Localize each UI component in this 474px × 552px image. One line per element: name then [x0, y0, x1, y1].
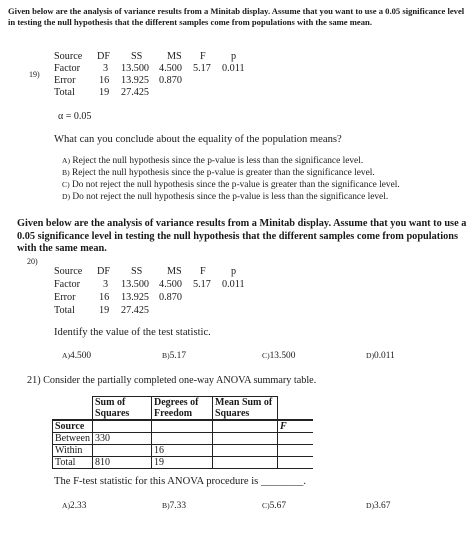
q19-row-error-ss: 13.925 [121, 75, 150, 86]
q19-header-p: p [231, 51, 237, 62]
q19-number: 19) [29, 70, 40, 79]
q21-row-within-df: 16 [152, 445, 213, 457]
q21-option-a-letter: A) [62, 501, 71, 510]
q19-row-error-source: Error [54, 75, 76, 86]
q20-header-p: p [231, 266, 237, 277]
q20-option-a-text: 4.500 [70, 351, 92, 361]
q19-header-f: F [200, 51, 206, 62]
table-row [53, 457, 313, 469]
q19-header-ss: SS [131, 51, 143, 62]
q19-row-error-ms: 0.870 [159, 75, 182, 86]
q21-row-total-ms [213, 457, 278, 469]
q19-intro: Given below are the analysis of variance results from a Minitab display. Assume that you want to use a 0.05 significance level in testing the null hypothesis that the different samples come from populations with the same mean. [8, 6, 465, 27]
q19-alpha: α = 0.05 [58, 111, 92, 122]
q21-option-d-letter: D) [366, 501, 375, 510]
q21-option-c[interactable] [262, 500, 286, 513]
q20-option-d-letter: D) [366, 351, 375, 360]
q19-row-factor-f: 5.17 [193, 63, 211, 74]
q21-number: 21) [27, 375, 41, 386]
table-row [53, 433, 313, 445]
q19-header-ms: MS [167, 51, 182, 62]
q20-header-ss: SS [131, 266, 143, 277]
q21-option-d[interactable] [366, 500, 390, 513]
q21-option-b-text: 7.33 [169, 501, 186, 511]
q20-option-a[interactable] [62, 350, 91, 363]
q20-option-c-text: 13.500 [269, 351, 296, 361]
q21-corner-cell [53, 397, 93, 420]
q20-row-total-ss: 27.425 [121, 305, 150, 316]
q21-header-f-spacer [278, 397, 313, 420]
q19-option-b-letter: B) [62, 168, 70, 177]
q19-row-total-ss: 27.425 [121, 87, 150, 98]
q21-anova-summary-table [52, 396, 313, 469]
q21-row-total-df: 19 [152, 457, 213, 469]
q19-row-total-source: Total [54, 87, 75, 98]
q19-row-total-df: 19 [99, 87, 110, 98]
q21-row-within-f [278, 445, 313, 457]
q19-option-a-text: Reject the null hypothesis since the p-value is less than the significance level. [72, 156, 364, 166]
q19-option-a[interactable] [62, 155, 363, 168]
q20-row-factor-f: 5.17 [193, 279, 211, 290]
q20-option-b[interactable] [162, 350, 186, 363]
q21-row-between-f [278, 433, 313, 445]
q19-row-factor-source: Factor [54, 63, 81, 74]
q20-header-source: Source [54, 266, 83, 277]
q21-header-ms: Mean Sum of Squares [213, 397, 278, 420]
q21-header-f: F [278, 421, 313, 433]
table-row [53, 421, 313, 433]
q19-row-factor-df: 3 [103, 63, 109, 74]
q21-header-source: Source [53, 421, 93, 433]
q21-question-line [27, 375, 316, 386]
q19-option-c-text: Do not reject the null hypothesis since the p-value is greater than the significance level. [71, 180, 400, 190]
q20-number: 20) [27, 257, 38, 266]
q21-question: Consider the partially completed one-way ANOVA summary table. [43, 375, 317, 386]
q21-statement: The F-test statistic for this ANOVA procedure is ________. [54, 476, 306, 487]
q20-row-error-ms: 0.870 [159, 292, 182, 303]
q21-option-b-letter: B) [162, 501, 170, 510]
q19-option-c[interactable] [62, 179, 400, 192]
table-row [53, 397, 313, 420]
q21-row-within-source: Within [53, 445, 93, 457]
q19-header-source: Source [54, 51, 83, 62]
q21-row-within-ms [213, 445, 278, 457]
q19-option-b-text: Reject the null hypothesis since the p-value is greater than the significance level. [71, 168, 375, 178]
q20-row-error-df: 16 [99, 292, 110, 303]
q20-row-factor-ss: 13.500 [121, 279, 150, 290]
q19-option-c-letter: C) [62, 180, 70, 189]
q20-row-factor-ms: 4.500 [159, 279, 182, 290]
q21-row-total-source: Total [53, 457, 93, 469]
q20-header-ms: MS [167, 266, 182, 277]
q19-row-factor-ss: 13.500 [121, 63, 150, 74]
q21-row-between-df [152, 433, 213, 445]
q19-row-error-df: 16 [99, 75, 110, 86]
q20-option-d-text: 0.011 [374, 351, 395, 361]
q21-option-c-text: 5.67 [269, 501, 286, 511]
q19-header-df: DF [97, 51, 111, 62]
q19-question: What can you conclude about the equality of the population means? [54, 134, 342, 145]
q20-row-error-ss: 13.925 [121, 292, 150, 303]
table-row [53, 445, 313, 457]
q20-header-df: DF [97, 266, 111, 277]
q19-option-d-letter: D) [62, 192, 71, 201]
q21-row-within-ss [93, 445, 152, 457]
q20-option-b-letter: B) [162, 351, 170, 360]
q19-row-factor-p: 0.011 [222, 63, 245, 74]
q20-option-d[interactable] [366, 350, 395, 363]
q21-option-a[interactable] [62, 500, 86, 513]
q20-intro: Given below are the analysis of variance results from a Minitab display. Assume that you want to use a 0.05 significance level in testing the null hypothesis that the different samples come from populations with the same mean. [17, 218, 467, 255]
q21-row-total-ss: 810 [93, 457, 152, 469]
q20-option-b-text: 5.17 [169, 351, 186, 361]
q20-option-a-letter: A) [62, 351, 71, 360]
q20-row-total-source: Total [54, 305, 75, 316]
q19-option-d[interactable] [62, 191, 388, 204]
q20-header-f: F [200, 266, 206, 277]
q20-row-factor-df: 3 [103, 279, 109, 290]
q21-row-total-f [278, 457, 313, 469]
q21-header-df: Degrees of Freedom [152, 397, 213, 420]
q21-row-between-ms [213, 433, 278, 445]
q21-header-ss: Sum of Squares [93, 397, 152, 420]
q21-option-c-letter: C) [262, 501, 270, 510]
q19-row-factor-ms: 4.500 [159, 63, 182, 74]
q19-option-d-text: Do not reject the null hypothesis since the p-value is less than the significance level. [72, 192, 389, 202]
q20-option-c-letter: C) [262, 351, 270, 360]
q20-row-total-df: 19 [99, 305, 110, 316]
q20-option-c[interactable] [262, 350, 295, 363]
q20-row-error-source: Error [54, 292, 76, 303]
q20-row-factor-source: Factor [54, 279, 81, 290]
q20-question: Identify the value of the test statistic. [54, 327, 211, 338]
q21-option-d-text: 3.67 [374, 501, 391, 511]
q21-row-between-ss: 330 [93, 433, 152, 445]
q19-option-b[interactable] [62, 167, 375, 180]
q20-row-factor-p: 0.011 [222, 279, 245, 290]
q19-option-a-letter: A) [62, 156, 71, 165]
q21-row-between-source: Between [53, 433, 93, 445]
q21-option-b[interactable] [162, 500, 186, 513]
q21-option-a-text: 2.33 [70, 501, 87, 511]
